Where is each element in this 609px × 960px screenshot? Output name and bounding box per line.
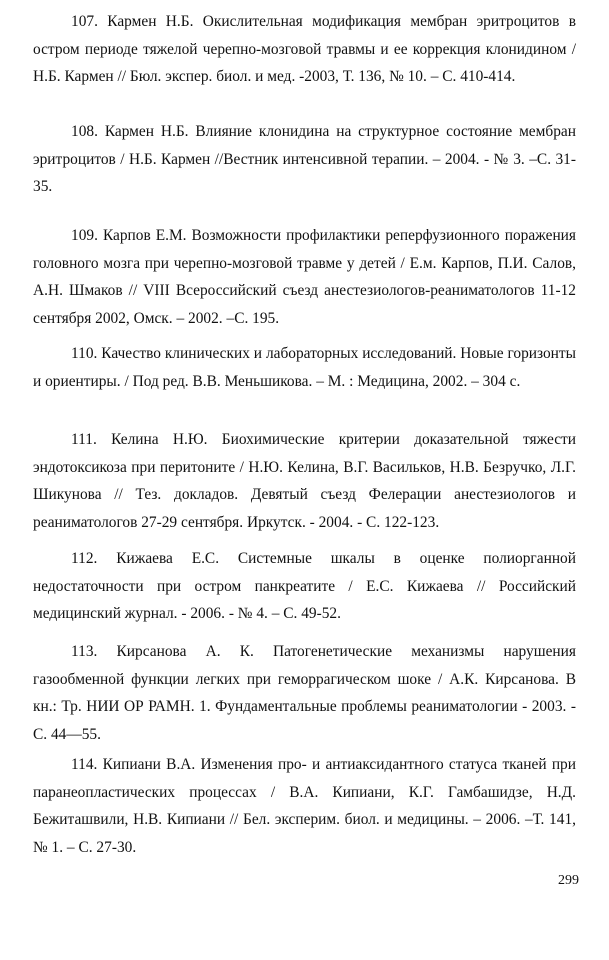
- reference-text: Кармен Н.Б. Окислительная модификация мембран эритроцитов в остром периоде тяжелой черепно-мозговой травмы и ее коррекция клонидином / Н.Б. Кармен // Бюл. экспер. биол. и мед. -2003, Т. 136, № 10. – С. 410-414.: [33, 13, 576, 86]
- reference-text: Карпов Е.М. Возможности профилактики реперфузионного поражения головного мозга при черепно-мозговой травме у детей / Е.м. Карпов, П.И. Салов, А.Н. Шмаков // VIII Всероссийский съезд анестезиологов-реаниматологов 11-12 сентября 2002, Омск. – 2002. –С. 195.: [33, 227, 576, 327]
- reference-number: 107.: [71, 13, 98, 30]
- reference-item: [33, 222, 576, 332]
- reference-number: 110.: [71, 345, 98, 362]
- reference-number: 111.: [71, 431, 97, 448]
- reference-item: [33, 638, 576, 748]
- reference-number: 109.: [71, 227, 98, 244]
- reference-text: Кижаева Е.С. Системные шкалы в оценке полиорганной недостаточности при остром панкреатите / Е.С. Кижаева // Российский медицинский журнал. - 2006. - № 4. – С. 49-52.: [33, 550, 576, 623]
- page-number: 299: [558, 873, 579, 888]
- reference-item: [33, 426, 576, 536]
- reference-text: Келина Н.Ю. Биохимические критерии доказательной тяжести эндотоксикоза при перитоните / Н.Ю. Келина, В.Г. Васильков, Н.В. Безручко, Л.Г. Шикунова // Тез. докладов. Девятый съезд Фелерации анестезиологов и реаниматологов 27-29 сентября. Иркутск. - 2004. - С. 122-123.: [33, 431, 576, 531]
- reference-text: Кипиани В.А. Изменения про- и антиаксидантного статуса тканей при паранеопластических процессах / В.А. Кипиани, К.Г. Гамбашидзе, Н.Д. Бежиташвили, Н.В. Кипиани // Бел. эксперим. биол. и медицины. – 2006. –Т. 141, № 1. – С. 27-30.: [33, 756, 576, 856]
- reference-item: [33, 118, 576, 201]
- reference-item: [33, 751, 576, 861]
- reference-number: 114.: [71, 756, 98, 773]
- reference-number: 108.: [71, 123, 98, 140]
- reference-number: 112.: [71, 550, 98, 567]
- reference-text: Качество клинических и лабораторных исследований. Новые горизонты и ориентиры. / Под ред. В.В. Меньшикова. – М. : Медицина, 2002. – 304 с.: [33, 345, 576, 390]
- reference-number: 113.: [71, 643, 98, 660]
- reference-text: Кирсанова А. К. Патогенетические механизмы нарушения газообменной функции легких при геморрагическом шоке / А.К. Кирсанова. В кн.: Тр. НИИ ОР РАМН. 1. Фундаментальные проблемы реаниматологии - 2003. - С. 44—55.: [33, 643, 576, 743]
- reference-item: [33, 340, 576, 395]
- reference-item: [33, 8, 576, 91]
- reference-text: Кармен Н.Б. Влияние клонидина на структурное состояние мембран эритроцитов / Н.Б. Кармен //Вестник интенсивной терапии. – 2004. - № 3. –С. 31-35.: [33, 123, 576, 196]
- reference-item: [33, 545, 576, 628]
